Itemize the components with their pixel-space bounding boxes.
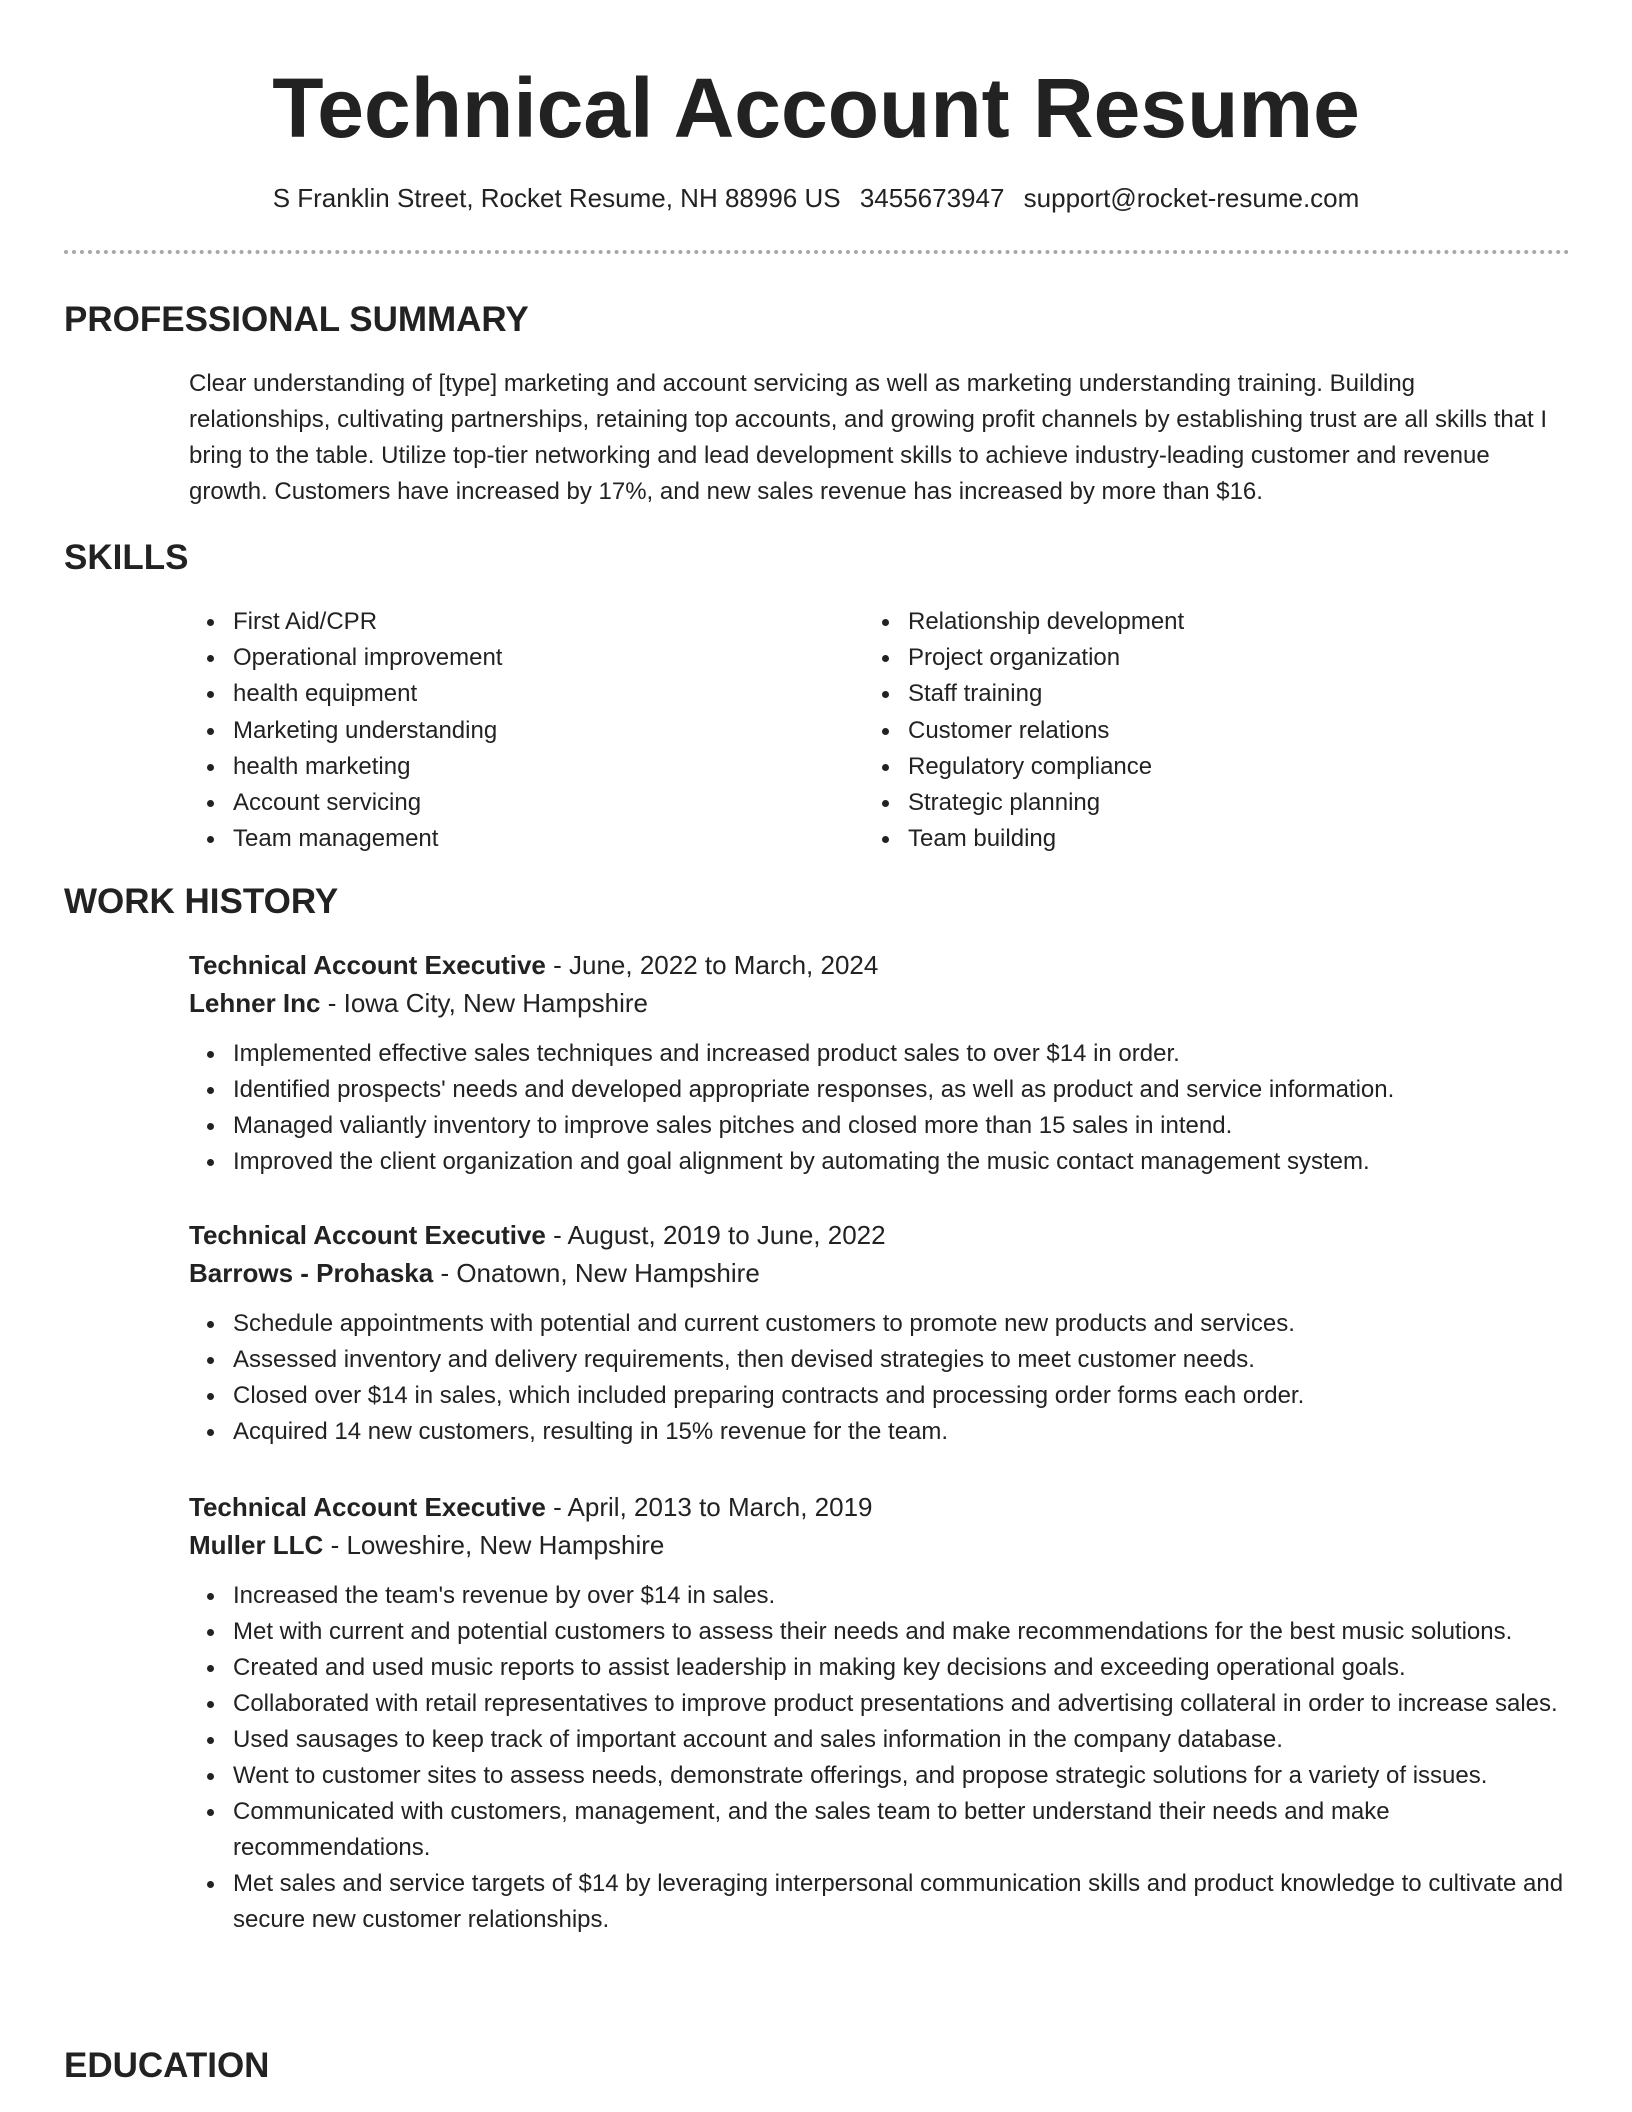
job-dates: - June, 2022 to March, 2024	[545, 950, 879, 980]
job-location: - Loweshire, New Hampshire	[323, 1530, 665, 1560]
skill-item: Staff training	[908, 676, 1184, 712]
contact-address: S Franklin Street, Rocket Resume, NH 88996 US	[272, 183, 841, 213]
job-dates: - August, 2019 to June, 2022	[545, 1220, 886, 1250]
job-title: Technical Account Executive	[189, 950, 546, 980]
job-title: Technical Account Executive	[189, 1220, 546, 1250]
skill-item: Team management	[233, 821, 502, 857]
skill-item: Customer relations	[908, 713, 1184, 749]
job-entry	[189, 1488, 1569, 1938]
summary-text: Clear understanding of [type] marketing and account servicing as well as marketing understanding training. Building relationships, cultivating partnerships, retaining top accounts, and growing profit channels by establishing trust are all skills that I bring to the table. Utilize top-tier networking and lead development skills to achieve industry-leading customer and revenue growth. Customers have increased by 17%, and new sales revenue has increased by more than $16.	[189, 370, 1548, 505]
job-entry	[189, 946, 1569, 1180]
job-title: Technical Account Executive	[189, 1492, 546, 1522]
job-bullet: Improved the client organization and goal alignment by automating the music contact management system.	[233, 1144, 1569, 1180]
skill-item: health marketing	[233, 749, 502, 785]
skills-heading: SKILLS	[64, 538, 189, 577]
job-bullet: Acquired 14 new customers, resulting in 15% revenue for the team.	[233, 1414, 1569, 1450]
job-bullet: Assessed inventory and delivery requirements, then devised strategies to meet customer needs.	[233, 1342, 1569, 1378]
skill-item: Account servicing	[233, 785, 502, 821]
job-dates: - April, 2013 to March, 2019	[545, 1492, 873, 1522]
contact-phone: 3455673947	[859, 183, 1005, 213]
job-bullet: Identified prospects' needs and developed appropriate responses, as well as product and service information.	[233, 1072, 1569, 1108]
job-company-line	[189, 1526, 1569, 1564]
job-bullets	[189, 1306, 1569, 1450]
job-bullet: Schedule appointments with potential and current customers to promote new products and services.	[233, 1306, 1569, 1342]
job-location: - Iowa City, New Hampshire	[320, 988, 648, 1018]
job-bullet: Increased the team's revenue by over $14 in sales.	[233, 1578, 1569, 1614]
contact-email: support@rocket-resume.com	[1023, 183, 1360, 213]
job-bullet: Created and used music reports to assist leadership in making key decisions and exceeding operational goals.	[233, 1650, 1569, 1686]
skill-item: Relationship development	[908, 604, 1184, 640]
resume-title: Technical Account Resume	[272, 61, 1360, 155]
job-bullet: Managed valiantly inventory to improve sales pitches and closed more than 15 sales in intend.	[233, 1108, 1569, 1144]
job-title-line	[189, 1216, 1569, 1254]
header-divider	[64, 250, 1570, 254]
job-company: Muller LLC	[189, 1530, 324, 1560]
skill-item: Marketing understanding	[233, 713, 502, 749]
job-title-line	[189, 1488, 1569, 1526]
job-bullet: Closed over $14 in sales, which included preparing contracts and processing order forms each order.	[233, 1378, 1569, 1414]
job-company-line	[189, 984, 1569, 1022]
job-bullets	[189, 1036, 1569, 1180]
job-bullet: Communicated with customers, management, and the sales team to better understand their needs and make recommendations.	[233, 1794, 1569, 1866]
skill-item: Strategic planning	[908, 785, 1184, 821]
job-bullet: Met sales and service targets of $14 by leveraging interpersonal communication skills and product knowledge to cultivate and secure new customer relationships.	[233, 1866, 1569, 1938]
work-history-heading: WORK HISTORY	[64, 882, 339, 921]
skill-item: First Aid/CPR	[233, 604, 502, 640]
contact-line	[0, 180, 1632, 216]
skill-item: Regulatory compliance	[908, 749, 1184, 785]
skill-item: Operational improvement	[233, 640, 502, 676]
job-entry	[189, 1216, 1569, 1450]
job-bullet: Collaborated with retail representatives to improve product presentations and advertising collateral in order to increase sales.	[233, 1686, 1569, 1722]
job-bullet: Met with current and potential customers to assess their needs and make recommendations for the best music solutions.	[233, 1614, 1569, 1650]
job-bullet: Went to customer sites to assess needs, demonstrate offerings, and propose strategic solutions for a variety of issues.	[233, 1758, 1569, 1794]
skill-item: Team building	[908, 821, 1184, 857]
job-bullets	[189, 1578, 1569, 1938]
skill-item: Project organization	[908, 640, 1184, 676]
education-heading: EDUCATION	[64, 2046, 270, 2085]
skills-list-right	[864, 604, 1184, 857]
job-company: Lehner Inc	[189, 988, 321, 1018]
job-company: Barrows - Prohaska	[189, 1258, 434, 1288]
job-company-line	[189, 1254, 1569, 1292]
job-bullet: Implemented effective sales techniques and increased product sales to over $14 in order.	[233, 1036, 1569, 1072]
summary-heading: PROFESSIONAL SUMMARY	[64, 300, 529, 339]
skill-item: health equipment	[233, 676, 502, 712]
job-location: - Onatown, New Hampshire	[433, 1258, 760, 1288]
job-bullet: Used sausages to keep track of important account and sales information in the company database.	[233, 1722, 1569, 1758]
job-title-line	[189, 946, 1569, 984]
skills-list-left	[189, 604, 502, 857]
